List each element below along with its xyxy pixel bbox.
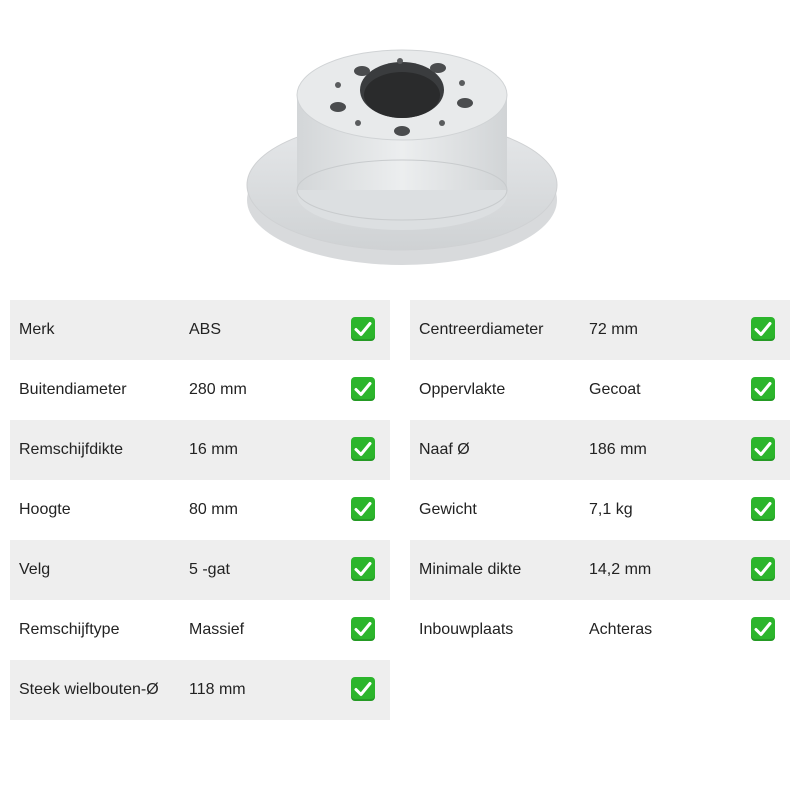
spec-row <box>410 480 790 540</box>
check-mark-icon <box>751 617 775 641</box>
check-mark-icon <box>751 437 775 461</box>
spec-label: Gewicht <box>419 501 477 518</box>
spec-label: Hoogte <box>19 501 71 518</box>
spec-value: 118 mm <box>189 681 246 698</box>
spec-row <box>410 540 790 600</box>
spec-row <box>410 600 790 660</box>
check-mark-icon <box>351 557 375 581</box>
spec-label: Naaf Ø <box>419 441 470 458</box>
spec-label: Buitendiameter <box>19 381 127 398</box>
spec-row <box>10 600 390 660</box>
spec-label: Merk <box>19 321 55 338</box>
check-mark-icon <box>751 317 775 341</box>
spec-row <box>10 360 390 420</box>
spec-value: 280 mm <box>189 381 247 398</box>
spec-table-left <box>10 300 390 720</box>
check-mark-icon <box>751 497 775 521</box>
check-mark-icon <box>751 557 775 581</box>
spec-value: Massief <box>189 621 245 638</box>
check-mark-icon <box>351 677 375 701</box>
spec-row <box>10 660 390 720</box>
spec-label: Velg <box>19 561 51 578</box>
check-mark-icon <box>751 377 775 401</box>
spec-row <box>410 420 790 480</box>
spec-row <box>10 480 390 540</box>
spec-value: 7,1 kg <box>589 501 633 518</box>
spec-value: Achteras <box>589 621 653 638</box>
check-mark-icon <box>351 377 375 401</box>
spec-label: Steek wielbouten-Ø <box>19 681 159 698</box>
spec-value: Gecoat <box>589 381 641 398</box>
spec-row <box>10 300 390 360</box>
check-mark-icon <box>351 617 375 641</box>
spec-value: ABS <box>189 321 222 338</box>
spec-value: 5 -gat <box>189 561 230 578</box>
spec-value: 72 mm <box>589 321 638 338</box>
spec-label: Centreerdiameter <box>419 321 544 338</box>
spec-value: 16 mm <box>189 441 238 458</box>
spec-label: Oppervlakte <box>419 381 506 398</box>
spec-table-right <box>410 300 790 660</box>
spec-label: Inbouwplaats <box>419 621 514 638</box>
spec-row <box>10 420 390 480</box>
spec-label: Remschijftype <box>19 621 120 638</box>
spec-value: 14,2 mm <box>589 561 652 578</box>
spec-value: 186 mm <box>589 441 647 458</box>
spec-label: Remschijfdikte <box>19 441 124 458</box>
check-mark-icon <box>351 317 375 341</box>
spec-row <box>10 540 390 600</box>
brake-disc-image <box>230 35 570 275</box>
spec-value: 80 mm <box>189 501 238 518</box>
spec-label: Minimale dikte <box>419 561 522 578</box>
spec-row <box>410 360 790 420</box>
check-mark-icon <box>351 497 375 521</box>
spec-row <box>410 300 790 360</box>
check-mark-icon <box>351 437 375 461</box>
